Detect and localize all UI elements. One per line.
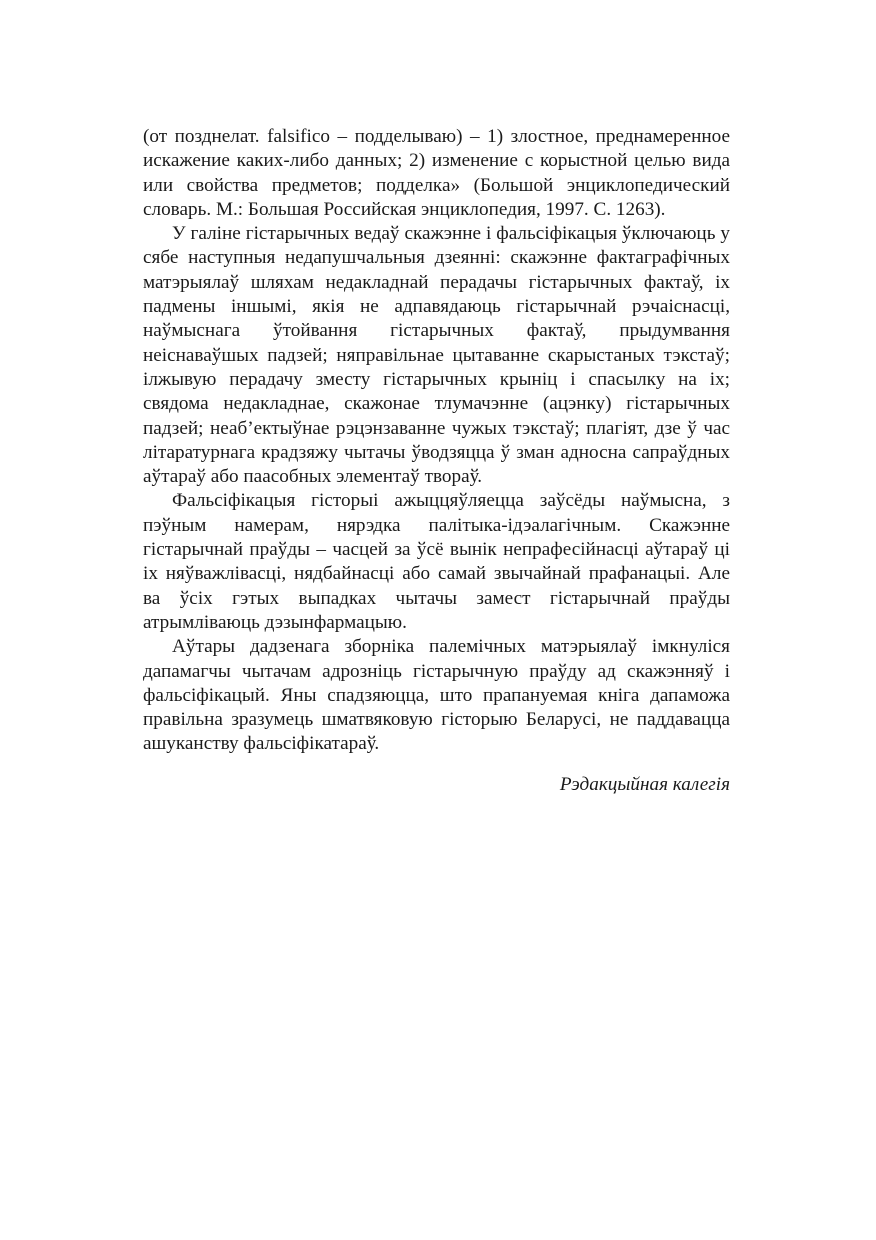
paragraph-authors-purpose: Аўтары дадзенага зборніка палемічных матэрыялаў імкнуліся дапамагчы чытачам адрозніць гістарычную праўду ад скажэнняў і фальсіфікацый. Яны спадзяюцца, што прапануемая кніга дапаможа правільна зразумець шматвяковую гісторыю Беларусі, не паддавацца ашуканству фальсіфікатараў. [143,636,730,755]
editorial-board-signature: Рэдакцыйная калегія [559,774,730,795]
paragraph-falsification-actions: У галіне гістарычных ведаў скажэнне і фальсіфікацыя ўключаюць у сябе наступныя недапушчальныя дзеянні: скажэнне фактаграфічных матэрыялаў шляхам недакладнай перадачы гістарычных фактаў, іх падмены іншымі, якія не адпавядаюць гістарычнай рэчаіснасці, наўмыснага ўтойвання гістарычных фактаў, прыдумвання неіснаваўшых падзей; няправільнае цытаванне скарыстаных тэкстаў; ілжывую перадачу зместу гістарычных крыніц і спасылку на іх; свядома недакладнае, скажонае тлумачэнне (ацэнку) гістарычных падзей; неаб’ектыўнае рэцэнзаванне чужых тэкстаў; плагіят, дзе ў час літаратурнага крадзяжу чытачы ўводзяцца ў зман адносна сапраўдных аўтараў або паасобных элементаў твораў. [143,223,730,488]
paragraph-definition-continuation: (от позднелат. falsifico – подделываю) – 1) злостное, преднамеренное искажение каких-либо данных; 2) изменение с корыстной целью вида или свойства предметов; подделка» (Большой энциклопедический словарь. М.: Большая Российская энциклопедия, 1997. С. 1263). [143,126,730,220]
body-text [143,125,730,757]
paragraph-falsification-intent: Фальсіфікацыя гісторыі ажыццяўляецца заўсёды наўмысна, з пэўным намерам, нярэдка палітыка-ідэалагічным. Скажэнне гістарычнай праўды – часцей за ўсё вынік непрафесійнасці аўтараў ці іх няўважлівасці, нядбайнасці або самай звычайнай прафанацыі. Але ва ўсіх гэтых выпадках чытачы замест гістарычнай праўды атрымліваюць дэзынфармацыю. [143,490,730,633]
